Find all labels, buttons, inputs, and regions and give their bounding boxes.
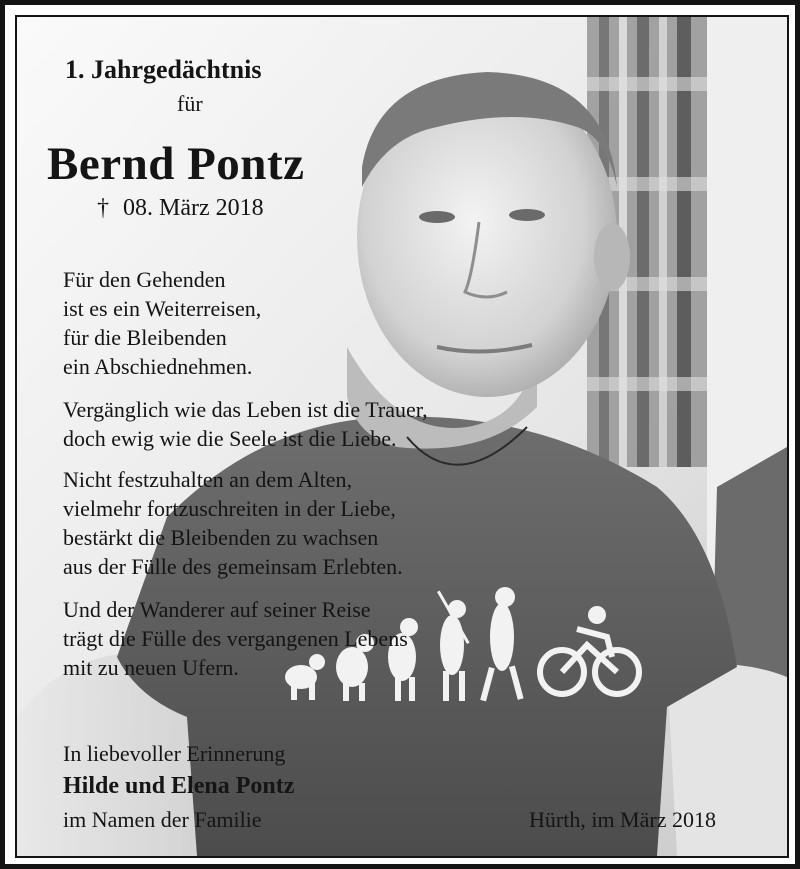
poem-line: für die Bleibenden [63,325,227,350]
obituary-frame [15,15,789,858]
death-date-value: 08. März 2018 [123,195,264,221]
poem-stanza-2 [63,395,428,453]
poem-stanza-3 [63,465,403,581]
place-date: Hürth, im März 2018 [529,807,716,832]
poem-line: Und der Wanderer auf seiner Reise [63,597,371,622]
poem-line: ist es ein Weiterreisen, [63,296,262,321]
poem-line: Für den Gehenden [63,267,226,292]
poem-line: mit zu neuen Ufern. [63,655,239,680]
poem-line: doch ewig wie die Seele ist die Liebe. [63,426,397,451]
poem-line: aus der Fülle des gemeinsam Erlebten. [63,554,403,579]
poem-line: Nicht festzuhalten an dem Alten, [63,467,352,492]
poem-line: vielmehr fortzuschreiten in der Liebe, [63,496,396,521]
cross-icon: † [97,195,109,221]
on-behalf-line: im Namen der Familie [63,807,262,832]
for-label: für [177,91,203,116]
deceased-name: Bernd Pontz [47,138,305,190]
poem-line: ein Abschiednehmen. [63,354,253,379]
poem-line: Vergänglich wie das Leben ist die Trauer, [63,397,428,422]
family-names: Hilde und Elena Pontz [63,773,295,799]
death-date [97,195,264,222]
anniversary-title: 1. Jahrgedächtnis [65,55,262,84]
poem-stanza-4 [63,595,408,682]
poem-line: bestärkt die Bleibenden zu wachsen [63,525,379,550]
memory-line: In liebevoller Erinnerung [63,741,286,766]
poem-stanza-1 [63,265,261,381]
poem-line: trägt die Fülle des vergangenen Lebens [63,626,408,651]
